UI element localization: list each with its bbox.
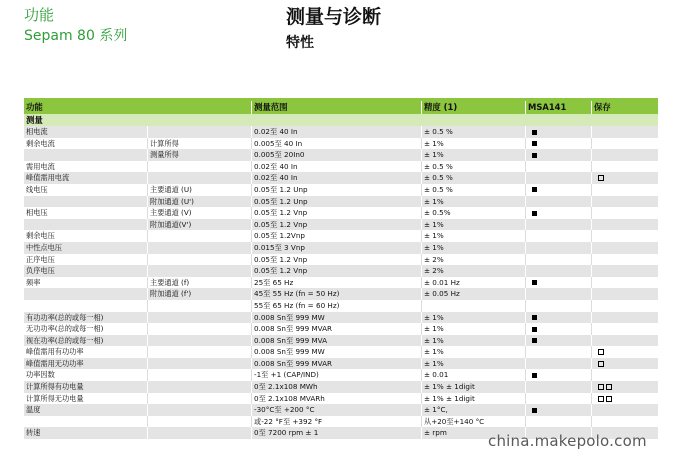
cell-range: 0.05至 1.2 Unp	[252, 184, 422, 196]
cell-function: 剩余电压	[24, 230, 148, 242]
cell-save	[592, 242, 658, 254]
cell-range: 0.05至 1.2 Vnp	[252, 219, 422, 231]
cell-subchannel: 主要通道 (U)	[148, 184, 252, 196]
cell-save	[592, 277, 658, 289]
cell-subchannel: 附加通道 (f')	[148, 288, 252, 300]
cell-subchannel	[148, 369, 252, 381]
watermark-text: china.makepolo.com	[488, 432, 647, 450]
product-header	[24, 6, 127, 45]
cell-range: 0.05至 1.2 Vnp	[252, 265, 422, 277]
cell-msa141	[526, 196, 592, 208]
table-row	[24, 416, 658, 428]
cell-subchannel	[148, 335, 252, 347]
cell-msa141	[526, 404, 592, 416]
cell-range: 0.02至 40 In	[252, 161, 422, 173]
cell-save	[592, 161, 658, 173]
cell-subchannel	[148, 416, 252, 428]
section-row-measurement	[24, 114, 658, 126]
cell-accuracy: ± 0.5 %	[422, 184, 526, 196]
cell-save	[592, 404, 658, 416]
page-subtitle: 特性	[286, 35, 314, 51]
table-row	[24, 230, 658, 242]
cell-subchannel	[148, 358, 252, 370]
table-header-row	[24, 101, 658, 114]
cell-range: 或-22 °F至 +392 °F	[252, 416, 422, 428]
cell-function: 温度	[24, 404, 148, 416]
cell-msa141	[526, 288, 592, 300]
cell-function: 峰值需用有功功率	[24, 346, 148, 358]
cell-msa141	[526, 312, 592, 324]
cell-accuracy: ± 0.5%	[422, 207, 526, 219]
table-row	[24, 277, 658, 289]
cell-range: 0.05至 1.2 Vnp	[252, 207, 422, 219]
cell-msa141	[526, 172, 592, 184]
cell-function: 峰值需用电流	[24, 172, 148, 184]
cell-function: 频率	[24, 277, 148, 289]
cell-range: 0.008 Sn至 999 MVAR	[252, 358, 422, 370]
cell-msa141	[526, 323, 592, 335]
cell-accuracy: ± 0.5 %	[422, 172, 526, 184]
cell-accuracy: ± 0.01	[422, 369, 526, 381]
cell-msa141	[526, 161, 592, 173]
cell-msa141	[526, 300, 592, 312]
cell-function	[24, 196, 148, 208]
cell-subchannel	[148, 427, 252, 439]
cell-save	[592, 230, 658, 242]
cell-msa141	[526, 184, 592, 196]
table-row	[24, 149, 658, 161]
cell-msa141	[526, 254, 592, 266]
cell-save	[592, 416, 658, 428]
cell-function: 负序电压	[24, 265, 148, 277]
product-series: Sepam 80 系列	[24, 28, 128, 44]
cell-subchannel	[148, 230, 252, 242]
cell-function: 无功功率(总的或每一相)	[24, 323, 148, 335]
cell-function: 峰值需用无功功率	[24, 358, 148, 370]
open-square-icon	[606, 396, 612, 402]
cell-save	[592, 393, 658, 405]
table-row	[24, 184, 658, 196]
cell-range: 25至 65 Hz	[252, 277, 422, 289]
cell-accuracy: ± 1%	[422, 230, 526, 242]
col-accuracy-header: 精度 (1)	[422, 101, 526, 114]
open-square-icon	[606, 384, 612, 390]
cell-function	[24, 288, 148, 300]
cell-msa141	[526, 358, 592, 370]
cell-msa141	[526, 126, 592, 138]
table-row	[24, 335, 658, 347]
filled-square-icon	[532, 153, 537, 158]
cell-subchannel	[148, 312, 252, 324]
table-row	[24, 196, 658, 208]
cell-function: 计算所得无功电量	[24, 393, 148, 405]
cell-range: 0.005至 20In0	[252, 149, 422, 161]
table-row	[24, 254, 658, 266]
filled-square-icon	[532, 280, 537, 285]
open-square-icon	[598, 396, 604, 402]
table-row	[24, 369, 658, 381]
cell-save	[592, 288, 658, 300]
cell-subchannel: 附加通道 (U')	[148, 196, 252, 208]
table-row	[24, 207, 658, 219]
filled-square-icon	[532, 408, 537, 413]
cell-msa141	[526, 265, 592, 277]
open-square-icon	[598, 384, 604, 390]
cell-msa141	[526, 219, 592, 231]
cell-range: 0.008 Sn至 999 MW	[252, 346, 422, 358]
cell-accuracy: ± 1%	[422, 312, 526, 324]
cell-accuracy	[422, 300, 526, 312]
cell-msa141	[526, 149, 592, 161]
cell-msa141	[526, 277, 592, 289]
open-square-icon	[598, 349, 604, 355]
cell-save	[592, 381, 658, 393]
cell-range: 0.02至 40 In	[252, 126, 422, 138]
cell-range: 55至 65 Hz (fn = 60 Hz)	[252, 300, 422, 312]
filled-square-icon	[532, 315, 537, 320]
cell-subchannel	[148, 265, 252, 277]
cell-msa141	[526, 242, 592, 254]
cell-accuracy: ± 1%	[422, 219, 526, 231]
cell-accuracy: ± 1% ± 1digit	[422, 381, 526, 393]
cell-range: 0.008 Sn至 999 MVAR	[252, 323, 422, 335]
table-row	[24, 300, 658, 312]
cell-accuracy: 从+20至+140 °C	[422, 416, 526, 428]
table-row	[24, 265, 658, 277]
cell-subchannel	[148, 346, 252, 358]
cell-accuracy: ± 0.05 Hz	[422, 288, 526, 300]
cell-msa141	[526, 369, 592, 381]
cell-subchannel	[148, 242, 252, 254]
cell-function: 线电压	[24, 184, 148, 196]
cell-function: 转速	[24, 427, 148, 439]
col-save-header: 保存	[594, 102, 611, 112]
table-row	[24, 404, 658, 416]
table-row	[24, 323, 658, 335]
cell-range: 0.005至 40 In	[252, 138, 422, 150]
cell-range: -30°C至 +200 °C	[252, 404, 422, 416]
cell-function: 有功功率(总的或每一相)	[24, 312, 148, 324]
cell-subchannel	[148, 300, 252, 312]
table-row	[24, 346, 658, 358]
cell-accuracy: ± 1%	[422, 196, 526, 208]
filled-square-icon	[532, 130, 537, 135]
cell-save	[592, 369, 658, 381]
cell-save	[592, 358, 658, 370]
filled-square-icon	[532, 211, 537, 216]
cell-function	[24, 219, 148, 231]
table-row	[24, 138, 658, 150]
cell-range: 0.008 Sn至 999 MVA	[252, 335, 422, 347]
page-heading	[286, 6, 381, 52]
cell-save	[592, 138, 658, 150]
filled-square-icon	[532, 187, 537, 192]
table-row	[24, 242, 658, 254]
cell-range: -1至 +1 (CAP/IND)	[252, 369, 422, 381]
cell-subchannel	[148, 126, 252, 138]
filled-square-icon	[532, 338, 537, 343]
cell-accuracy: ± 1%	[422, 346, 526, 358]
cell-msa141	[526, 138, 592, 150]
cell-save	[592, 323, 658, 335]
cell-msa141	[526, 393, 592, 405]
cell-range: 0.05至 1.2 Unp	[252, 196, 422, 208]
cell-save	[592, 265, 658, 277]
cell-accuracy: ± 2%	[422, 265, 526, 277]
cell-accuracy: ± 0.5 %	[422, 161, 526, 173]
cell-range: 0.05至 1.2 Vnp	[252, 254, 422, 266]
cell-function: 正序电压	[24, 254, 148, 266]
cell-accuracy: ± 0.5 %	[422, 126, 526, 138]
cell-function: 视在功率(总的或每一相)	[24, 335, 148, 347]
cell-subchannel	[148, 323, 252, 335]
cell-save	[592, 196, 658, 208]
cell-range: 0至 7200 rpm ± 1	[252, 427, 422, 439]
cell-save	[592, 126, 658, 138]
table-row	[24, 358, 658, 370]
open-square-icon	[598, 361, 604, 367]
table-row	[24, 393, 658, 405]
open-square-icon	[598, 175, 604, 181]
table-row	[24, 172, 658, 184]
cell-subchannel	[148, 161, 252, 173]
cell-function	[24, 416, 148, 428]
cell-function: 相电流	[24, 126, 148, 138]
col-function-header: 功能	[24, 101, 252, 114]
table-row	[24, 288, 658, 300]
cell-accuracy: ± rpm	[422, 427, 526, 439]
cell-accuracy: ± 2%	[422, 254, 526, 266]
cell-accuracy: ± 1% ± 1digit	[422, 393, 526, 405]
table-row	[24, 126, 658, 138]
filled-square-icon	[532, 373, 537, 378]
cell-msa141	[526, 381, 592, 393]
cell-range: 0至 2.1x108 MVARh	[252, 393, 422, 405]
cell-accuracy: ± 1%	[422, 242, 526, 254]
table-body	[24, 126, 658, 439]
cell-subchannel	[148, 381, 252, 393]
cell-range: 0.02至 40 In	[252, 172, 422, 184]
cell-msa141	[526, 346, 592, 358]
cell-msa141	[526, 416, 592, 428]
cell-function: 中性点电压	[24, 242, 148, 254]
cell-range: 0.015至 3 Vnp	[252, 242, 422, 254]
cell-subchannel: 主要通道 (V)	[148, 207, 252, 219]
cell-save	[592, 149, 658, 161]
section-title: 测量	[26, 115, 43, 125]
cell-save	[592, 254, 658, 266]
page-title: 测量与诊断	[286, 6, 382, 28]
cell-range: 0至 2.1x108 MWh	[252, 381, 422, 393]
cell-range: 0.05至 1.2Vnp	[252, 230, 422, 242]
cell-save	[592, 219, 658, 231]
section-label: 功能	[24, 6, 55, 24]
cell-accuracy: ± 1%	[422, 323, 526, 335]
cell-subchannel: 计算所得	[148, 138, 252, 150]
cell-msa141	[526, 230, 592, 242]
cell-range: 45至 55 Hz (fn = 50 Hz)	[252, 288, 422, 300]
table-row	[24, 381, 658, 393]
cell-accuracy: ± 1%	[422, 335, 526, 347]
filled-square-icon	[532, 327, 537, 332]
cell-save	[592, 312, 658, 324]
cell-range: 0.008 Sn至 999 MW	[252, 312, 422, 324]
cell-accuracy: ± 1°C,	[422, 404, 526, 416]
cell-msa141	[526, 335, 592, 347]
cell-save	[592, 335, 658, 347]
cell-subchannel	[148, 172, 252, 184]
cell-save	[592, 300, 658, 312]
cell-function: 相电压	[24, 207, 148, 219]
cell-function: 功率因数	[24, 369, 148, 381]
cell-save	[592, 207, 658, 219]
table-row	[24, 219, 658, 231]
cell-msa141	[526, 207, 592, 219]
cell-function: 需用电流	[24, 161, 148, 173]
cell-accuracy: ± 1%	[422, 138, 526, 150]
cell-subchannel	[148, 393, 252, 405]
cell-save	[592, 184, 658, 196]
cell-subchannel: 测量所得	[148, 149, 252, 161]
cell-save	[592, 172, 658, 184]
cell-subchannel: 主要通道 (f)	[148, 277, 252, 289]
cell-save	[592, 346, 658, 358]
cell-accuracy: ± 1%	[422, 149, 526, 161]
cell-subchannel	[148, 254, 252, 266]
cell-subchannel	[148, 404, 252, 416]
col-range-header: 测量范围	[252, 101, 422, 114]
measurement-table	[24, 98, 658, 439]
cell-function	[24, 149, 148, 161]
table-row	[24, 312, 658, 324]
cell-accuracy: ± 1%	[422, 358, 526, 370]
table-row	[24, 161, 658, 173]
filled-square-icon	[532, 141, 537, 146]
cell-function: 计算所得有功电量	[24, 381, 148, 393]
cell-subchannel: 附加通道(V')	[148, 219, 252, 231]
cell-function: 剩余电流	[24, 138, 148, 150]
col-msa141-header: MSA141	[526, 101, 592, 114]
cell-accuracy: ± 0.01 Hz	[422, 277, 526, 289]
cell-function	[24, 300, 148, 312]
